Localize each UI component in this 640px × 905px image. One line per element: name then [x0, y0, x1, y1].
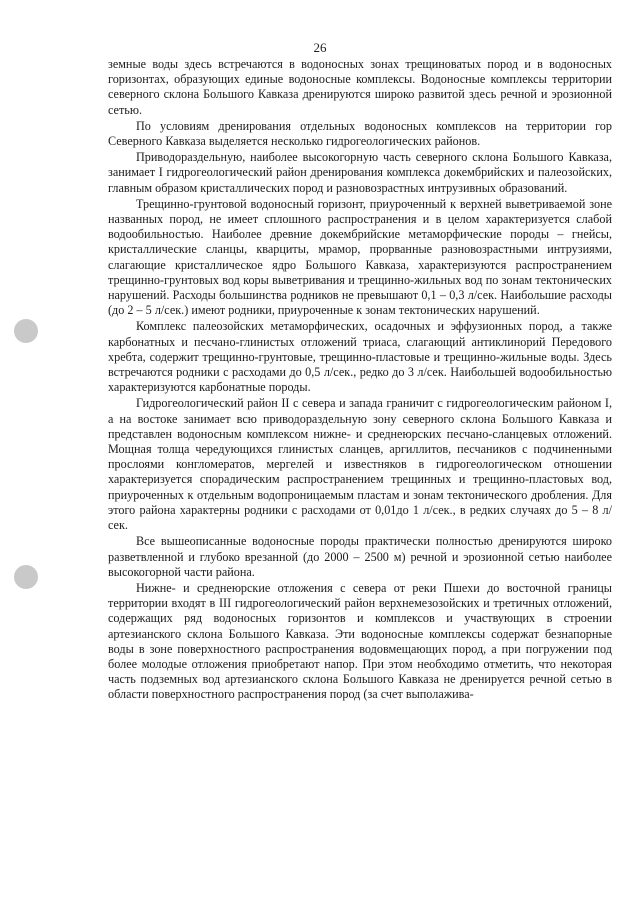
paragraph-paleozoic-complex: Комплекс палеозойских метаморфических, осадочных и эффузионных пород, а также карбонатных и песчано-глинистых отложений триаса, слагающий антиклинорий Передового хребта, содержит трещинно-грунтовые, трещинно-пластовые и трещинно-жильные воды. Здесь встречаются родники с расходами до 0,5 л/сек., редко до 3 л/сек. Наибольшей водообильностью характеризуются карбонатные породы.: [108, 319, 612, 395]
paragraph-drainage-conditions: По условиям дренирования отдельных водоносных комплексов на территории гор Северного Кавказа выделяется несколько гидрогеологических районов.: [108, 118, 612, 149]
page-number: 26: [313, 40, 327, 55]
paragraph-continuation: земные воды здесь встречаются в водоносных зонах трещиноватых пород и в водоносных горизонтах, образующих единые водоносные комплексы. Водоносные комплексы территории северного склона Большого Кавказа дренируются широко развитой здесь речной и эрозионной сетью.: [108, 57, 612, 117]
paragraph-district-1: Приводораздельную, наиболее высокогорную часть северного склона Большого Кавказа, занимает I гидрогеологический район дренирования комплекса докембрийских и палеозойских, главным образом кристаллических пород и разновозрастных интрузивных образований.: [108, 150, 612, 195]
punch-hole-upper: [14, 319, 38, 343]
paragraph-district-2: Гидрогеологический район II с севера и запада граничит с гидрогеологическим районом I, а на востоке занимает всю приводораздельную зону северного склона Большого Кавказа и представлен водоносным комплексом нижне- и среднеюрских песчано-сланцевых отложений. Мощная толща чередующихся глинистых сланцев, аргиллитов, песчаников с подчиненными прослоями конгломератов, мергелей и известняков в гидрогеологическом отношении характеризуется спорадическим распространением трещинных и трещинно-пластовых вод, приуроченных к отдельным водопроницаемым пластам и зонам тектонического дробления. Для этого района характерны родники с расходами от 0,01до 1 л/сек., в редких случаях до 5 – 8 л/сек.: [108, 396, 612, 533]
paragraph-district-3: Нижне- и среднеюрские отложения с севера от реки Пшехи до восточной границы территории входят в III гидрогеологический район верхнемезозойских и третичных отложений, содержащих ряд водоносных горизонтов и комплексов и участвующих в строении артезианского склона Большого Кавказа. Эти водоносные комплексы содержат безнапорные воды в зоне поверхностного распространения водовмещающих пород, а при погружении под более молодые отложения приобретают напор. При этом необходимо отметить, что некоторая часть подземных вод артезианского склона Большого Кавказа не дренируется речной сетью в области поверхностного распространения пород (за счет выполажива-: [108, 580, 612, 702]
paragraph-fracture-aquifer: Трещинно-грунтовой водоносный горизонт, приуроченный к верхней выветриваемой зоне названных пород, не имеет сплошного распространения и в целом характеризуется слабой водообильностью. Наиболее древние докембрийские метаморфические породы – гнейсы, кристаллические сланцы, кварциты, мрамор, прорванные разновозрастными интрузиями, слагающие кристаллическое ядро Большого Кавказа, характеризуются распространением трещинно-грунтовых вод коры выветривания и трещинно-жильных вод по зонам тектонических нарушений. Расходы большинства родников не превышают 0,1 – 0,3 л/сек. Наибольшие расходы (до 2 – 5 л/сек.) имеют родники, приуроченные к зонам тектонических нарушений.: [108, 196, 612, 318]
punch-hole-lower: [14, 565, 38, 589]
document-body: [108, 57, 612, 703]
paragraph-drainage-summary: Все вышеописанные водоносные породы практически полностью дренируются широко разветвленной и глубоко врезанной (до 2000 – 2500 м) речной и эрозионной сетью наиболее высокогорной части района.: [108, 534, 612, 579]
